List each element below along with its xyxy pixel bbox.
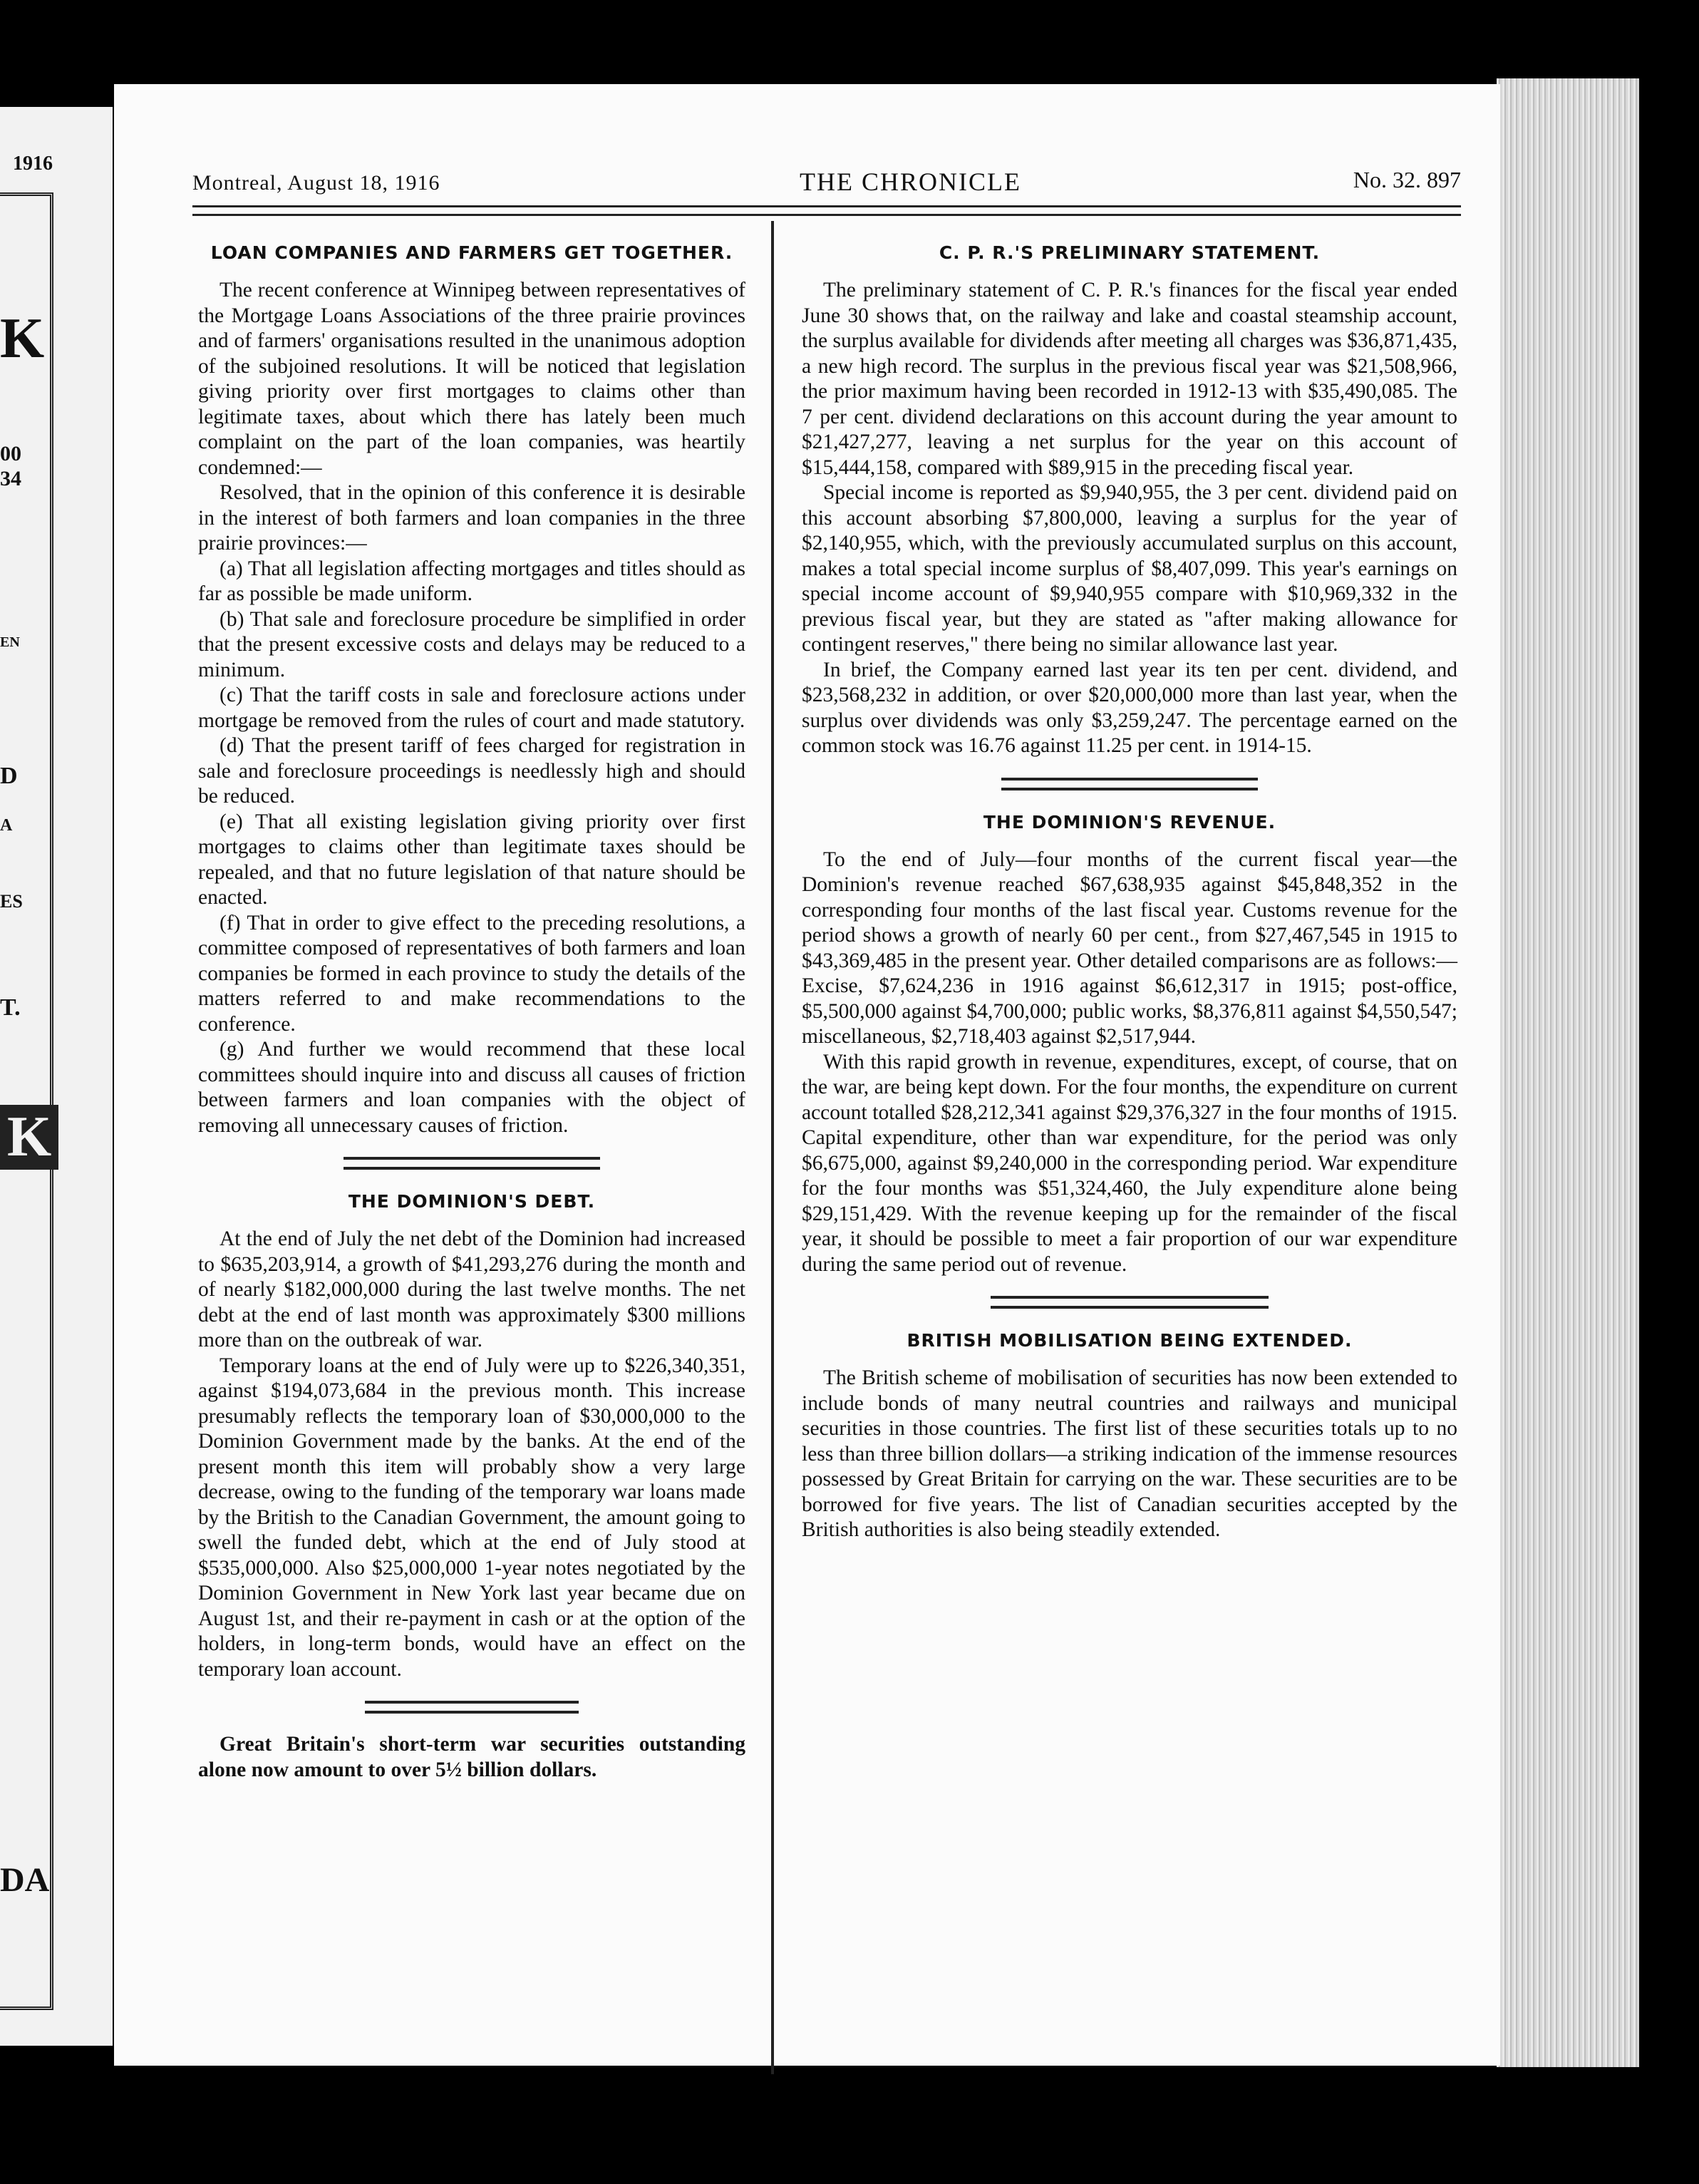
header-issue-page: No. 32. 897: [1353, 167, 1461, 192]
article-paragraph: (a) That all legislation affecting mortgages and titles should as far as possible be made uniform.: [198, 557, 745, 605]
book-page-edges: [1497, 78, 1639, 2067]
left-fragment: D: [0, 763, 18, 789]
closing-note: Great Britain's short-term war securities outstanding alone now amount to over 5½ billion dollars.: [198, 1733, 745, 1781]
article-british-mobilisation: [802, 1327, 1457, 1543]
section-separator: [991, 1296, 1269, 1309]
article-paragraph: Temporary loans at the end of July were up to $226,340,351, against $194,073,684 in the previous month. This increase presumably reflects the temporary loan of $30,000,000 to the Dominion Government made by the banks. At the end of the present month this item will probably show a very large decrease, owing to the funding of the temporary war loans made by the British to the Canadian Government, the amount going to swell the funded debt, which at the end of July stood at $535,000,000. Also $25,000,000 1-year notes negotiated by the Dominion Government in New York last year became due on August 1st, and their re-payment in cash or at the option of the holders, in long-term bonds, would have an effect on the temporary loan account.: [198, 1354, 745, 1681]
article-paragraph: Resolved, that in the opinion of this conference it is desirable in the interest of both farmers and loan companies in the three prairie provinces:—: [198, 481, 745, 555]
article-paragraph: (g) And further we would recommend that these local committees should inquire into and discuss all causes of friction between farmers and loan companies with the object of removing all unnecessary causes of friction.: [198, 1038, 745, 1137]
article-paragraph: In brief, the Company earned last year its ten per cent. dividend, and $23,568,232 in addition, or over $20,000,000 more than last year, when the surplus over dividends was only $3,259,247. The percentage earned on the common stock was 16.76 against 11.25 per cent. in 1914-15.: [802, 658, 1457, 757]
left-fragment: 00: [0, 442, 21, 465]
left-column: [198, 239, 745, 1783]
section-separator: [1001, 778, 1258, 790]
left-fragment: DA: [0, 1861, 50, 1899]
article-dominion-revenue: [802, 809, 1457, 1278]
article-paragraph: The British scheme of mobilisation of securities has now been extended to include bonds of many neutral countries and railways and municipal securities in those countries. The first list of these securities totals up to no less than three billion dollars—a striking indication of the immense resources possessed by Great Britain for carrying on the war. These securities are to be borrowed for five years. The list of Canadian securities accepted by the British authorities is also being steadily extended.: [802, 1366, 1457, 1541]
left-fragment: 34: [0, 467, 21, 490]
article-paragraph: (d) That the present tariff of fees charged for registration in sale and foreclosure proceedings is needlessly high and should be reduced.: [198, 734, 745, 808]
left-fragment: A: [0, 816, 13, 835]
article-headline: LOAN COMPANIES AND FARMERS GET TOGETHER.: [210, 242, 733, 263]
article-loan-companies: [198, 239, 745, 1138]
article-paragraph: Special income is reported as $9,940,955, the 3 per cent. dividend paid on this account absorbing $7,800,000, leaving a surplus for the year of $2,140,955, which, with the previously accumulated surplus on this account, makes a total special income surplus of $8,407,099. This year's earnings on special income account of $9,940,955 compare with $10,969,332 in the previous fiscal year, but they are stated as "after making allowance for contingent reserves," there being no similar allowance last year.: [802, 481, 1457, 656]
column-divider: [771, 221, 774, 2074]
article-headline: THE DOMINION'S REVENUE.: [983, 811, 1276, 833]
article-headline: C. P. R.'S PRELIMINARY STATEMENT.: [939, 242, 1321, 263]
article-paragraph: To the end of July—four months of the current fiscal year—the Dominion's revenue reached $67,638,935 against $45,848,352 in the corresponding four months of the last fiscal year. Customs revenue for the period shows a growth of nearly 60 per cent., from $27,467,545 in 1915 to $43,369,485 in the present year. Other detailed comparisons are as follows:—Excise, $7,624,236 in 1916 against $6,612,317 in 1915; post-office, $5,500,000 against $4,700,000; public works, $8,376,811 against $4,550,547; miscellaneous, $2,718,403 against $2,517,944.: [802, 848, 1457, 1048]
article-headline: THE DOMINION'S DEBT.: [348, 1191, 596, 1212]
article-paragraph: At the end of July the net debt of the Dominion had increased to $635,203,914, a growth of $41,293,276 during the month and of nearly $182,000,000 during the last twelve months. The net debt at the end of last month was approximately $300 millions more than on the outbreak of war.: [198, 1227, 745, 1351]
article-paragraph: (e) That all existing legislation giving priority over first mortgages to claims other than legitimate taxes should be repealed, and that no future legislation of that nature should be enacted.: [198, 810, 745, 909]
article-paragraph: (f) That in order to give effect to the preceding resolutions, a committee composed of representatives of both farmers and loan companies be formed in each province to study the details of the matters referred to and make recommendations to the conference.: [198, 911, 745, 1036]
header-masthead: THE CHRONICLE: [800, 168, 1021, 196]
left-fragment: EN: [0, 634, 20, 650]
section-separator: [344, 1157, 600, 1170]
article-dominion-debt: [198, 1188, 745, 1682]
left-fragment: K: [0, 1105, 58, 1170]
left-facing-page: [0, 107, 113, 2046]
article-paragraph: (c) That the tariff costs in sale and foreclosure actions under mortgage be removed from the rules of court and made statutory.: [198, 684, 745, 732]
header-dateline: Montreal, August 18, 1916: [192, 171, 440, 195]
left-fragment: K: [0, 307, 45, 370]
left-fragment: ES: [0, 891, 23, 912]
left-fragment: T.: [0, 994, 21, 1021]
left-page-year: 1916: [13, 153, 53, 175]
article-paragraph: (b) That sale and foreclosure procedure be simplified in order that the present excessive costs and delays may be reduced to a minimum.: [198, 607, 745, 681]
article-paragraph: The recent conference at Winnipeg between representatives of the Mortgage Loans Associations of the three prairie provinces and of farmers' organisations resulted in the unanimous adoption of the subjoined resolutions. It will be noticed that legislation giving priority over first mortgages to claims other than legitimate taxes, about which there has lately been much complaint on the part of the loan companies, was heartily condemned:—: [198, 279, 745, 479]
header-rule: [192, 205, 1461, 216]
article-headline: BRITISH MOBILISATION BEING EXTENDED.: [907, 1330, 1353, 1351]
right-column: [802, 239, 1457, 1543]
article-paragraph: With this rapid growth in revenue, expenditures, except, of course, that on the war, are being kept down. For the four months, the expenditure on current account totalled $28,212,341 against $29,376,327 in the four months of 1915. Capital expenditure, other than war expenditure, for the period was only $6,675,000, against $9,240,000 in the corresponding period. War expenditure for the four months was $51,324,460, the July expenditure alone being $29,151,429. With the revenue keeping up for the remainder of the fiscal year, it should be possible to meet a fair proportion of our war expenditure during the same period out of revenue.: [802, 1050, 1457, 1276]
newspaper-page: [114, 84, 1500, 2066]
article-paragraph: The preliminary statement of C. P. R.'s finances for the fiscal year ended June 30 shows that, on the railway and lake and coastal steamship account, the surplus available for dividends after meeting all charges was $36,871,435, a new high record. The surplus in the previous fiscal year was $21,508,966, the prior maximum having been recorded in 1912-13 with $35,490,085. The 7 per cent. dividend declarations on this account during the year amount to $21,427,277, leaving a net surplus for the year on this account of $15,444,158, compared with $89,915 in the preceding fiscal year.: [802, 279, 1457, 479]
page-header: [192, 164, 1461, 207]
article-cpr-statement: [802, 239, 1457, 759]
section-separator: [365, 1701, 579, 1714]
